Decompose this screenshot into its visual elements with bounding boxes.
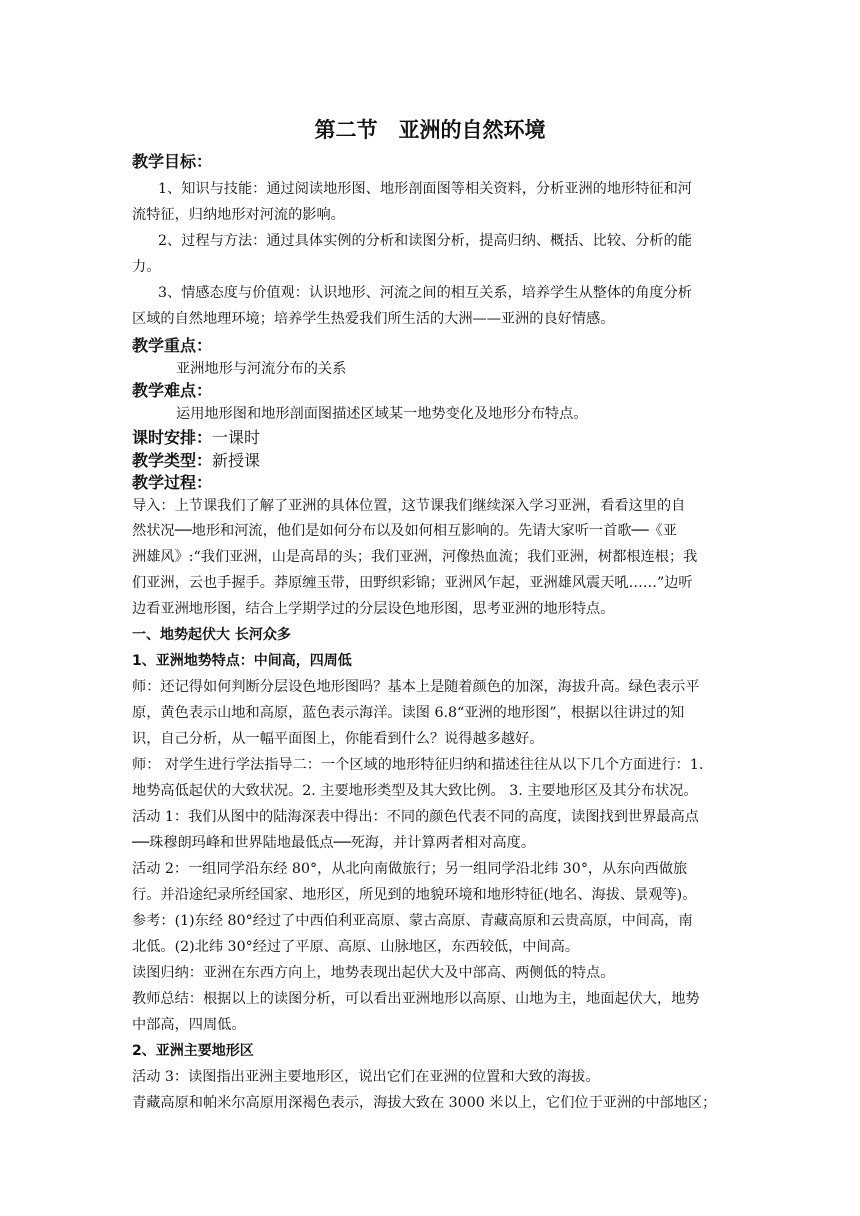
body-line: 中部高，四周低。 — [132, 1017, 246, 1033]
schedule-row: 课时安排：一课时 — [132, 428, 261, 447]
intro-line: 边看亚洲地形图，结合上学期学过的分层设色地形图，思考亚洲的地形特点。 — [132, 601, 615, 617]
process-heading: 教学过程： — [132, 473, 213, 492]
goal-1-line-1: 1、知识与技能：通过阅读地形图、地形剖面图等相关资料，分析亚洲的地形特征和河 — [158, 181, 692, 197]
intro-line: 然状况──地形和河流，他们是如何分布以及如何相互影响的。先请大家听一首歌──《亚 — [132, 523, 677, 539]
body-line: 读图归纳：亚洲在东西方向上，地势表现出起伏大及中部高、两侧低的特点。 — [132, 965, 615, 981]
goal-3-line-2: 区域的自然地理环境；培养学生热爱我们所生活的大洲——亚洲的良好情感。 — [132, 311, 615, 327]
body-line: 行。并沿途纪录所经国家、地形区，所见到的地貌环境和地形特征(地名、海拔、景观等)。 — [132, 887, 697, 903]
intro-line: 导入：上节课我们了解了亚洲的具体位置，这节课我们继续深入学习亚洲，看看这里的自 — [132, 498, 686, 514]
body-line: 青藏高原和帕米尔高原用深褐色表示，海拔大致在 3000 米以上，它们位于亚洲的中部地区； — [132, 1095, 717, 1111]
body-line: ──珠穆朗玛峰和世界陆地最低点──死海，并计算两者相对高度。 — [132, 835, 536, 851]
key-heading: 教学重点： — [132, 336, 213, 355]
goal-2-line-2: 力。 — [132, 259, 161, 275]
body-line: 活动 3：读图指出亚洲主要地形区，说出它们在亚洲的位置和大致的海拔。 — [132, 1069, 600, 1085]
goals-heading: 教学目标： — [132, 152, 213, 171]
body-line: 活动 2：一组同学沿东经 80°，从北向南做旅行；另一组同学沿北纬 30°，从东向西做旅 — [132, 861, 688, 877]
body-line: 活动 1：我们从图中的陆海深表中得出：不同的颜色代表不同的高度，读图找到世界最高点 — [132, 809, 699, 825]
body-line: 师：还记得如何判断分层设色地形图吗？基本上是随着颜色的加深，海拔升高。绿色表示平 — [132, 679, 700, 695]
page-title: 第二节 亚洲的自然环境 — [314, 118, 546, 142]
goal-3-line-1: 3、情感态度与价值观：认识地形、河流之间的相互关系，培养学生从整体的角度分析 — [158, 285, 692, 301]
goal-1-line-2: 流特征，归纳地形对河流的影响。 — [132, 207, 345, 223]
type-row: 教学类型：新授课 — [132, 451, 261, 470]
body-line: 师： 对学生进行学法指导二：一个区域的地形特征归纳和描述往往从以下几个方面进行：1. — [132, 757, 704, 773]
subsection-2-heading: 2、亚洲主要地形区 — [132, 1043, 254, 1059]
body-line: 地势高低起伏的大致状况。2. 主要地形类型及其大致比例。 3. 主要地形区及其分布状况。 — [132, 783, 698, 799]
difficulty-text: 运用地形图和地形剖面图描述区域某一地势变化及地形分布特点。 — [176, 406, 588, 422]
body-line: 参考：(1)东经 80°经过了中西伯利亚高原、蒙古高原、青藏高原和云贵高原，中间高，南 — [132, 913, 693, 929]
key-text: 亚洲地形与河流分布的关系 — [176, 361, 347, 377]
subsection-1-heading: 1、亚洲地势特点：中间高，四周低 — [132, 653, 352, 669]
difficulty-heading: 教学难点： — [132, 381, 213, 400]
body-line: 教师总结：根据以上的读图分析，可以看出亚洲地形以高原、山地为主，地面起伏大，地势 — [132, 991, 700, 1007]
section-1-heading: 一、地势起伏大 长河众多 — [132, 627, 291, 643]
intro-line: 洲雄风》:“我们亚洲，山是高昂的头；我们亚洲，河像热血流；我们亚洲，树都根连根；我 — [132, 549, 698, 565]
body-line: 原，黄色表示山地和高原，蓝色表示海洋。读图 6.8“亚洲的地形图”，根据以往讲过的知 — [132, 705, 685, 721]
intro-line: 们亚洲，云也手握手。莽原缠玉带，田野织彩锦；亚洲风乍起，亚洲雄风震天吼……”边听 — [132, 575, 693, 591]
goal-2-line-1: 2、过程与方法：通过具体实例的分析和读图分析，提高归纳、概括、比较、分析的能 — [158, 233, 692, 249]
body-line: 识，自己分析，从一幅平面图上，你能看到什么？说得越多越好。 — [132, 731, 544, 747]
body-line: 北低。(2)北纬 30°经过了平原、高原、山脉地区，东西较低，中间高。 — [132, 939, 580, 955]
